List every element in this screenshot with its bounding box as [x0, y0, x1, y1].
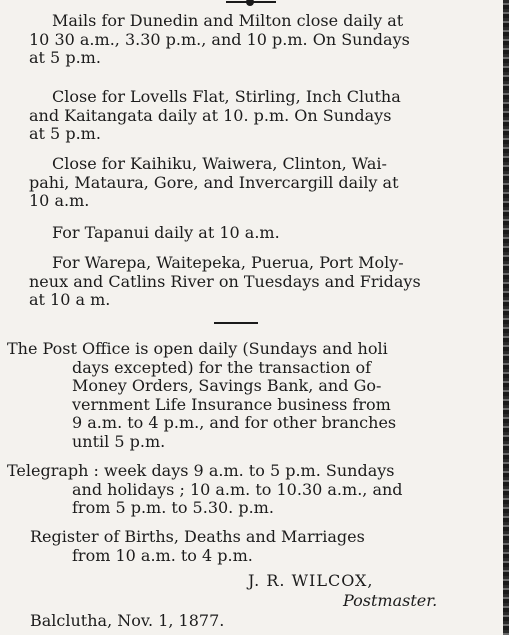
- text-line: For Warepa, Waitepeka, Puerua, Port Moly-: [52, 253, 404, 272]
- text-line: 9 a.m. to 4 p.m., and for other branches: [72, 413, 397, 432]
- section-divider-rule: [214, 322, 258, 324]
- text-line: vernment Life Insurance business from: [72, 394, 391, 414]
- text-line: Telegraph : week days 9 a.m. to 5 p.m. Sundays: [7, 461, 395, 480]
- mails-warepa-paragraph: [7, 254, 473, 310]
- signature-name: J. R. WILCOX,: [248, 571, 374, 590]
- text-line: For Tapanui daily at 10 a.m.: [52, 223, 280, 242]
- text-line: until 5 p.m.: [72, 431, 166, 451]
- text-line: 10 30 a.m., 3.30 p.m., and 10 p.m. On Sundays: [29, 29, 410, 49]
- mails-kaihiku-paragraph: [7, 155, 473, 211]
- text-line: and holidays ; 10 a.m. to 10.30 a.m., and: [72, 479, 403, 499]
- text-line: Register of Births, Deaths and Marriages: [30, 527, 365, 546]
- text-line: from 10 a.m. to 4 p.m.: [72, 545, 253, 565]
- text-line: Close for Kaihiku, Waiwera, Clinton, Wai-: [52, 154, 387, 173]
- text-line: Close for Lovells Flat, Stirling, Inch Clutha: [52, 87, 401, 106]
- signature-title: Postmaster.: [343, 591, 438, 610]
- top-ornament-rule: [226, 1, 276, 3]
- text-line: neux and Catlins River on Tuesdays and Fridays: [29, 271, 421, 291]
- text-line: days excepted) for the transaction of: [72, 357, 372, 377]
- mails-tapanui-paragraph: [7, 224, 473, 243]
- mails-lovells-paragraph: [7, 88, 473, 144]
- text-line: at 10 a m.: [29, 290, 111, 309]
- text-line: and Kaitangata daily at 10. p.m. On Sundays: [29, 105, 392, 125]
- text-line: Mails for Dunedin and Milton close daily at: [52, 11, 404, 30]
- dateline: Balclutha, Nov. 1, 1877.: [30, 611, 225, 630]
- scan-edge-shadow: [503, 0, 509, 635]
- text-line: at 5 p.m.: [29, 124, 101, 143]
- text-line: The Post Office is open daily (Sundays and holi: [7, 339, 388, 358]
- text-line: from 5 p.m. to 5.30. p.m.: [72, 498, 274, 517]
- text-line: pahi, Mataura, Gore, and Invercargill daily at: [29, 172, 399, 192]
- text-line: 10 a.m.: [29, 191, 90, 210]
- text-line: Money Orders, Savings Bank, and Go-: [72, 376, 382, 395]
- telegraph-hours-paragraph: [7, 462, 473, 518]
- post-office-hours-paragraph: [7, 340, 473, 451]
- register-hours-paragraph: [7, 528, 473, 565]
- text-line: at 5 p.m.: [29, 48, 101, 67]
- mails-dunedin-paragraph: [7, 12, 473, 68]
